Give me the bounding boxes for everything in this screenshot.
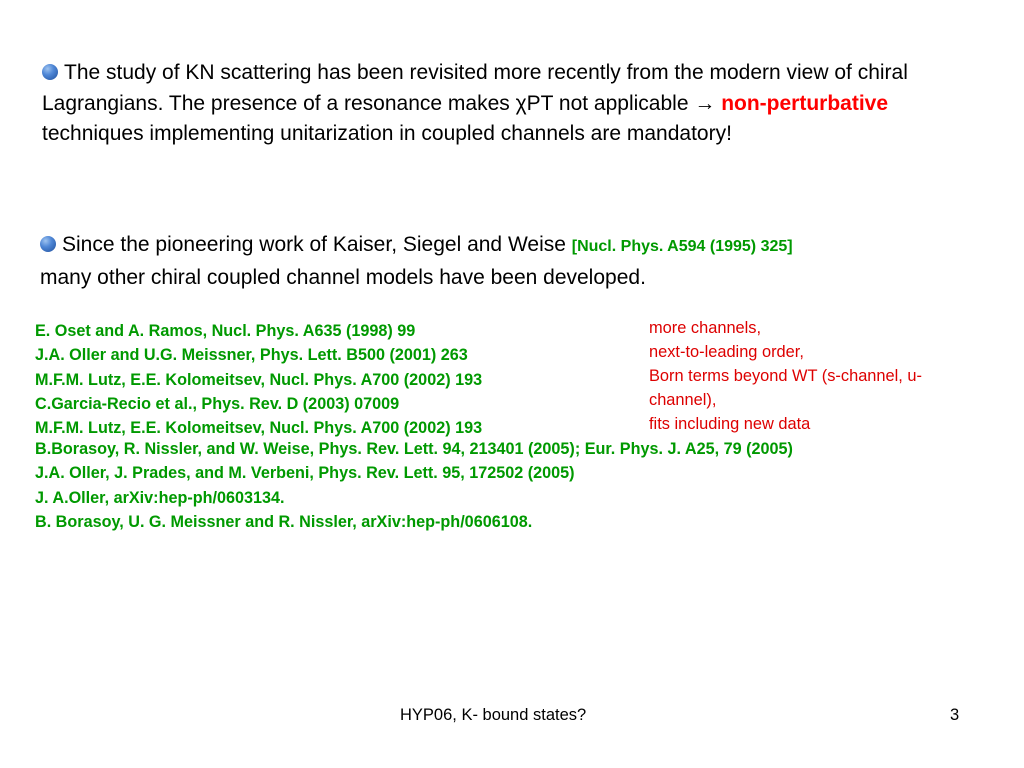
paragraph2-text-start: Since the pioneering work of Kaiser, Siegel and Weise [62,233,572,256]
footer-title: HYP06, K- bound states? [400,706,587,724]
chi-symbol: χ [515,91,527,115]
paragraph1-text-end: techniques implementing unitarization in coupled channels are mandatory! [42,122,732,145]
reference-item: M.F.M. Lutz, E.E. Kolomeitsev, Nucl. Phys. A700 (2002) 193 [35,370,483,389]
non-perturbative-highlight: non-perturbative [721,91,889,115]
paragraph-kn-scattering [42,58,987,150]
paragraph1-text-mid: PT not applicable [526,91,695,115]
bullet-icon [42,64,58,80]
reference-item: B. Borasoy, U. G. Meissner and R. Nissler, arXiv:hep-ph/0606108. [35,512,533,531]
note-item: more channels, [649,319,762,337]
kaiser-siegel-weise-reference: [Nucl. Phys. A594 (1995) 325] [571,238,793,255]
reference-item: B.Borasoy, R. Nissler, and W. Weise, Phys. Rev. Lett. 94, 213401 (2005); Eur. Phys. J. A25, 79 (2005) [35,440,793,458]
reference-list-1 [35,319,482,440]
model-improvements-notes [649,316,989,436]
reference-item: M.F.M. Lutz, E.E. Kolomeitsev, Nucl. Phys. A700 (2002) 193 [35,419,483,438]
reference-item: E. Oset and A. Ramos, Nucl. Phys. A635 (1998) 99 [35,322,416,340]
reference-item: C.Garcia-Recio et al., Phys. Rev. D (2003) 07009 [35,394,400,413]
reference-item: J.A. Oller, J. Prades, and M. Verbeni, Phys. Rev. Lett. 95, 172502 (2005) [35,464,575,483]
arrow-icon: → [694,91,716,115]
page-number: 3 [950,706,960,724]
reference-list-2 [35,437,793,534]
paragraph-pioneering-work [40,230,1000,293]
note-item: next-to-leading order, [649,343,804,361]
bullet-icon [40,236,56,252]
paragraph1-text-start: The study of KN scattering has been revisited more recently from the modern view of chiral Lagrangians. The presence of a resonance makes [42,61,908,115]
reference-item: J.A. Oller and U.G. Meissner, Phys. Lett. B500 (2001) 263 [35,346,468,365]
paragraph2-text-end: many other chiral coupled channel models have been developed. [40,265,646,289]
note-item: Born terms beyond WT (s-channel, u-channel), [649,367,922,409]
note-item: fits including new data [649,415,811,433]
reference-item: J. A.Oller, arXiv:hep-ph/0603134. [35,488,285,507]
